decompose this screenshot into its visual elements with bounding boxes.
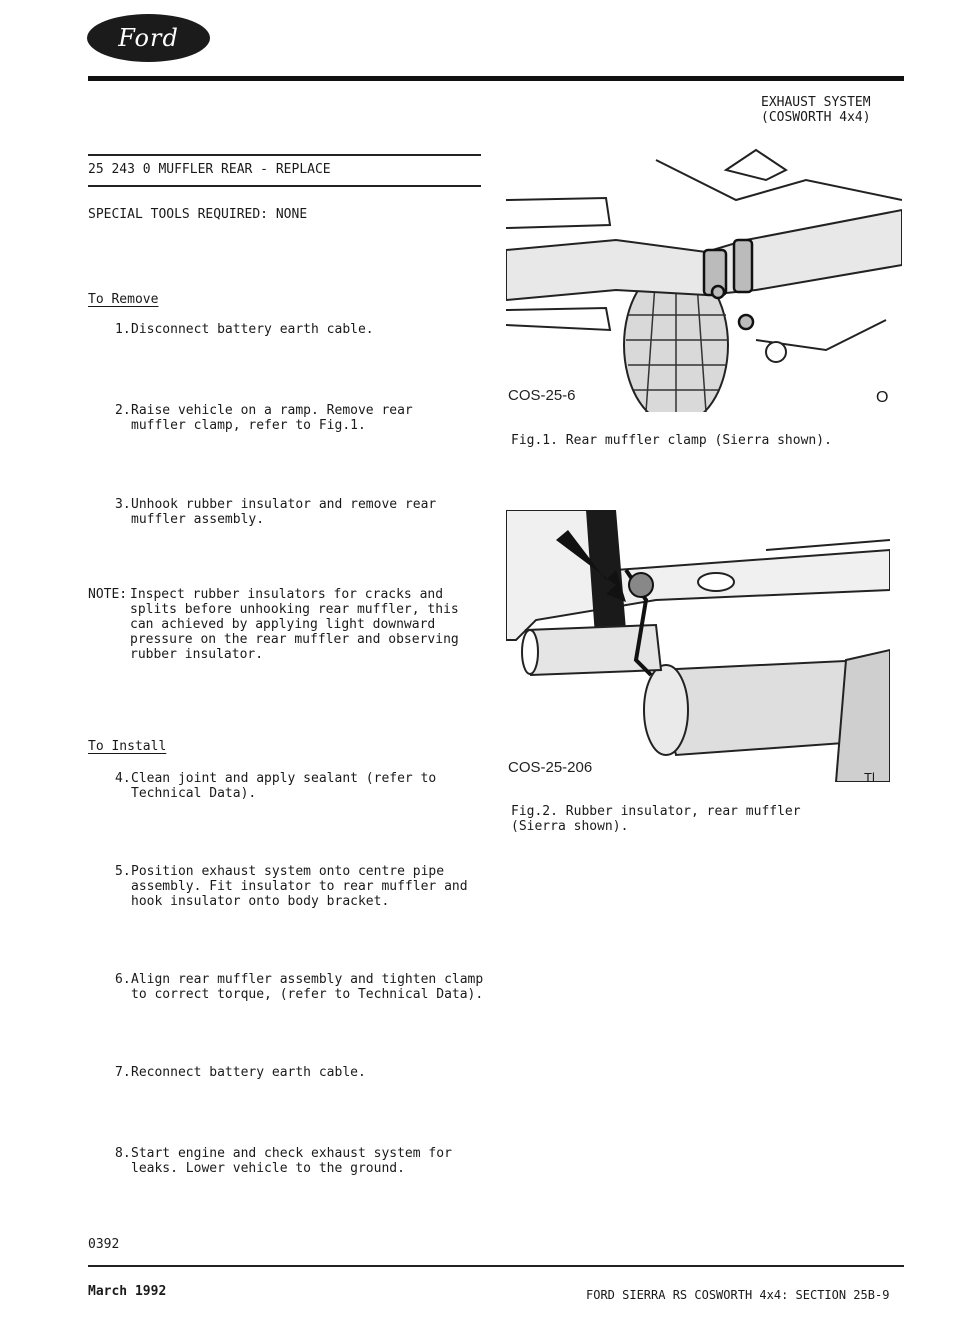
special-tools: SPECIAL TOOLS REQUIRED: NONE: [88, 207, 308, 222]
step-2: [115, 403, 495, 433]
figure-2-mark: Tl: [864, 770, 875, 785]
note-label: NOTE:: [88, 587, 128, 602]
step-3: [115, 497, 495, 527]
step-number: 5.: [115, 864, 131, 879]
step-number: 2.: [115, 403, 131, 418]
note: [88, 587, 488, 662]
figure-1-mark: O: [876, 389, 889, 406]
step-number: 6.: [115, 972, 131, 987]
figure-1: [506, 140, 902, 412]
section-title: EXHAUST SYSTEM: [761, 95, 871, 110]
section-subtitle: (COSWORTH 4x4): [761, 110, 871, 125]
step-7: [115, 1065, 495, 1080]
note-text: Inspect rubber insulators for cracks and splits before unhooking rear muffler, this can achieved by applying light downward pressure on the rear muffler and observing rubber insulator.: [130, 587, 459, 662]
logo-text: Ford: [118, 23, 179, 52]
step-text: Raise vehicle on a ramp. Remove rear muffler clamp, refer to Fig.1.: [131, 403, 413, 433]
footer-rule: [88, 1265, 904, 1267]
figure-1-caption: Fig.1. Rear muffler clamp (Sierra shown).: [511, 433, 832, 448]
operation-title: 25 243 0 MUFFLER REAR - REPLACE: [88, 162, 331, 177]
step-1: [115, 322, 495, 337]
step-text: Unhook rubber insulator and remove rear muffler assembly.: [131, 497, 437, 527]
step-text: Align rear muffler assembly and tighten clamp to correct torque, (refer to Technical Data).: [131, 972, 484, 1002]
header-rule: [88, 76, 904, 81]
figure-2-illustration: [506, 510, 890, 782]
step-text: Clean joint and apply sealant (refer to Technical Data).: [131, 771, 437, 801]
step-5: [115, 864, 495, 909]
step-text: Start engine and check exhaust system for leaks. Lower vehicle to the ground.: [131, 1146, 452, 1176]
title-rule-top: [88, 154, 481, 156]
title-rule-bottom: [88, 185, 481, 187]
step-number: 7.: [115, 1065, 131, 1080]
figure-2-code: COS-25-206: [508, 759, 593, 776]
ford-logo: [87, 14, 210, 62]
footer-publication: FORD SIERRA RS COSWORTH 4x4: SECTION 25B-9: [586, 1288, 890, 1302]
step-4: [115, 771, 495, 801]
section-heading: [761, 95, 901, 125]
figure-1-code: COS-25-6: [508, 387, 576, 404]
figure-1-illustration: [506, 140, 902, 412]
figure-2: [506, 510, 890, 785]
step-number: 8.: [115, 1146, 131, 1161]
step-number: 4.: [115, 771, 131, 786]
footer-date: March 1992: [88, 1284, 167, 1299]
step-number: 1.: [115, 322, 131, 337]
remove-heading: To Remove: [88, 292, 159, 307]
figure-2-caption: Fig.2. Rubber insulator, rear muffler (Sierra shown).: [511, 804, 801, 834]
page-code: 0392: [88, 1237, 120, 1252]
step-text: Position exhaust system onto centre pipe assembly. Fit insulator to rear muffler and hook insulator onto body bracket.: [131, 864, 468, 909]
step-text: Disconnect battery earth cable.: [131, 322, 374, 337]
install-heading: To Install: [88, 739, 167, 754]
step-text: Reconnect battery earth cable.: [131, 1065, 366, 1080]
step-6: [115, 972, 495, 1002]
step-8: [115, 1146, 495, 1176]
step-number: 3.: [115, 497, 131, 512]
